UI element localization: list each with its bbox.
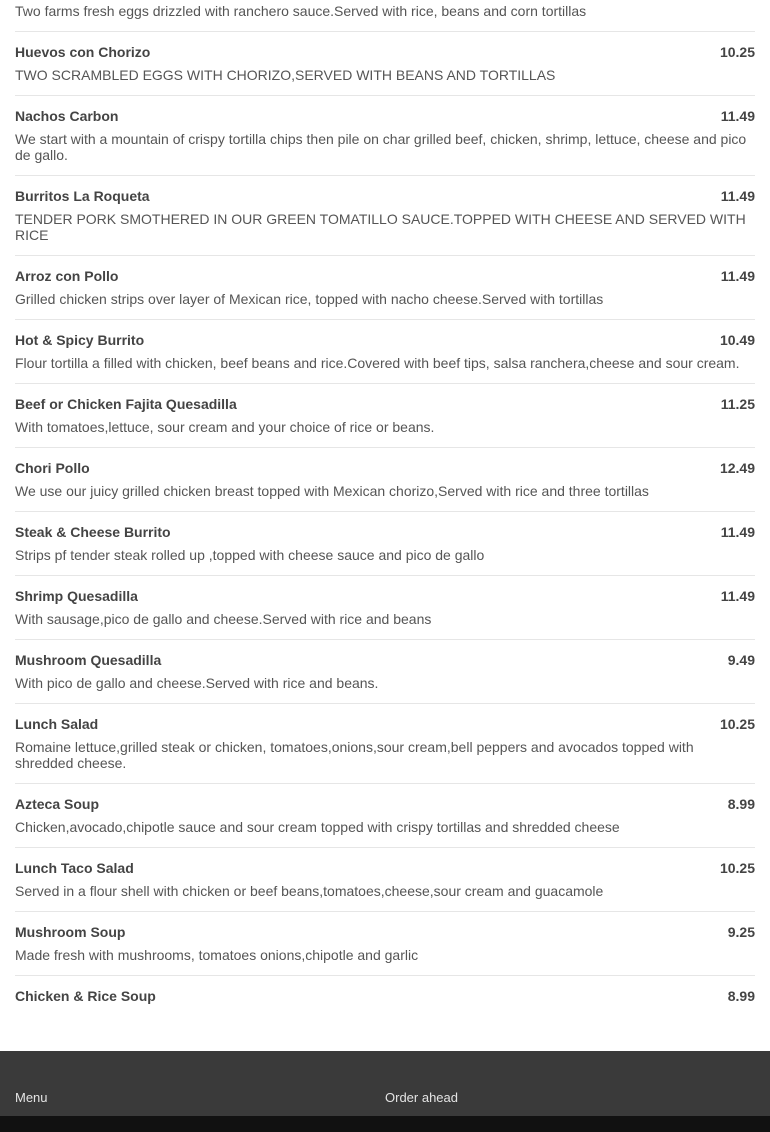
site-footer <box>0 1051 770 1116</box>
footer-menu-link[interactable]: Menu <box>15 1090 48 1105</box>
menu-item-name: Steak & Cheese Burrito <box>15 524 171 540</box>
menu-item-header <box>15 108 755 124</box>
menu-item[interactable] <box>15 96 755 176</box>
menu-item[interactable] <box>15 320 755 384</box>
menu-item-price: 10.25 <box>719 860 755 876</box>
menu-item-header <box>15 988 755 1004</box>
menu-item[interactable] <box>15 704 755 784</box>
menu-item-header <box>15 924 755 940</box>
menu-item-description: With pico de gallo and cheese.Served with rice and beans. <box>15 675 379 691</box>
menu-list <box>15 0 755 1039</box>
menu-item-name: Chori Pollo <box>15 460 90 476</box>
menu-item-price: 9.49 <box>727 652 755 668</box>
menu-item-description: We start with a mountain of crispy tortilla chips then pile on char grilled beef, chicken, shrimp, lettuce, cheese and pico de gallo. <box>15 131 747 163</box>
menu-item-price: 10.49 <box>719 332 755 348</box>
menu-item-price: 11.49 <box>720 588 755 604</box>
menu-item-header <box>15 44 755 60</box>
menu-item[interactable] <box>15 512 755 576</box>
menu-item-price: 8.99 <box>727 988 755 1004</box>
menu-item-price: 11.25 <box>720 396 755 412</box>
menu-item[interactable] <box>15 256 755 320</box>
menu-item-description: We use our juicy grilled chicken breast topped with Mexican chorizo,Served with rice and three tortillas <box>15 483 649 499</box>
menu-item-description: Made fresh with mushrooms, tomatoes onions,chipotle and garlic <box>15 947 419 963</box>
menu-item-header <box>15 332 755 348</box>
menu-item-header <box>15 860 755 876</box>
menu-item-price: 11.49 <box>720 188 755 204</box>
menu-item-name: Mushroom Soup <box>15 924 126 940</box>
menu-item-name: Arroz con Pollo <box>15 268 119 284</box>
menu-item-name: Nachos Carbon <box>15 108 119 124</box>
menu-item[interactable] <box>15 976 755 1039</box>
menu-item-name: Lunch Taco Salad <box>15 860 134 876</box>
menu-item-header <box>15 460 755 476</box>
menu-item[interactable] <box>15 32 755 96</box>
menu-item[interactable] <box>15 912 755 976</box>
menu-item-name: Chicken & Rice Soup <box>15 988 156 1004</box>
menu-item-name: Beef or Chicken Fajita Quesadilla <box>15 396 237 412</box>
menu-item-price: 11.49 <box>720 268 755 284</box>
menu-item[interactable] <box>15 384 755 448</box>
footer-bottom-bar <box>0 1116 770 1132</box>
menu-item[interactable] <box>15 576 755 640</box>
menu-item[interactable] <box>15 176 755 256</box>
menu-item[interactable] <box>15 848 755 912</box>
menu-item-description: Served in a flour shell with chicken or beef beans,tomatoes,cheese,sour cream and guacamole <box>15 883 604 899</box>
menu-item-price: 12.49 <box>719 460 755 476</box>
menu-item-description: Chicken,avocado,chipotle sauce and sour cream topped with crispy tortillas and shredded cheese <box>15 819 620 835</box>
menu-item[interactable] <box>15 448 755 512</box>
menu-item-name: Lunch Salad <box>15 716 99 732</box>
menu-item-name: Mushroom Quesadilla <box>15 652 162 668</box>
menu-item-description: Grilled chicken strips over layer of Mexican rice, topped with nacho cheese.Served with tortillas <box>15 291 604 307</box>
menu-item-header <box>15 268 755 284</box>
menu-item-header <box>15 396 755 412</box>
menu-item[interactable] <box>15 640 755 704</box>
menu-item-price: 10.25 <box>719 716 755 732</box>
menu-item-price: 9.25 <box>727 924 755 940</box>
menu-item-name: Shrimp Quesadilla <box>15 588 138 604</box>
menu-item-header <box>15 188 755 204</box>
menu-item-price: 11.49 <box>720 108 755 124</box>
menu-item-header <box>15 524 755 540</box>
menu-item-name: Burritos La Roqueta <box>15 188 150 204</box>
footer-order-ahead-link[interactable]: Order ahead <box>385 1090 458 1105</box>
menu-item-price: 10.25 <box>719 44 755 60</box>
menu-item[interactable] <box>15 784 755 848</box>
menu-item-description: TWO SCRAMBLED EGGS WITH CHORIZO,SERVED WITH BEANS AND TORTILLAS <box>15 67 556 83</box>
menu-item-name: Azteca Soup <box>15 796 100 812</box>
menu-item-price: 8.99 <box>727 796 755 812</box>
menu-item-header <box>15 588 755 604</box>
menu-item-description: TENDER PORK SMOTHERED IN OUR GREEN TOMATILLO SAUCE.TOPPED WITH CHEESE AND SERVED WITH RICE <box>15 211 746 243</box>
menu-item-description: Romaine lettuce,grilled steak or chicken, tomatoes,onions,sour cream,bell peppers and avocados topped with shredded cheese. <box>15 739 694 771</box>
menu-item-name: Hot & Spicy Burrito <box>15 332 145 348</box>
menu-item-header <box>15 796 755 812</box>
menu-item-header <box>15 652 755 668</box>
menu-item-price: 11.49 <box>720 524 755 540</box>
menu-items <box>15 32 755 1039</box>
menu-item-description: With sausage,pico de gallo and cheese.Served with rice and beans <box>15 611 432 627</box>
menu-item-description: Strips pf tender steak rolled up ,topped with cheese sauce and pico de gallo <box>15 547 485 563</box>
menu-item-name: Huevos con Chorizo <box>15 44 151 60</box>
item-description: Two farms fresh eggs drizzled with ranchero sauce.Served with rice, beans and corn tortillas <box>15 0 755 32</box>
menu-item-description: Flour tortilla a filled with chicken, beef beans and rice.Covered with beef tips, salsa ranchera,cheese and sour cream. <box>15 355 740 371</box>
menu-item-header <box>15 716 755 732</box>
menu-item-description: With tomatoes,lettuce, sour cream and your choice of rice or beans. <box>15 419 435 435</box>
